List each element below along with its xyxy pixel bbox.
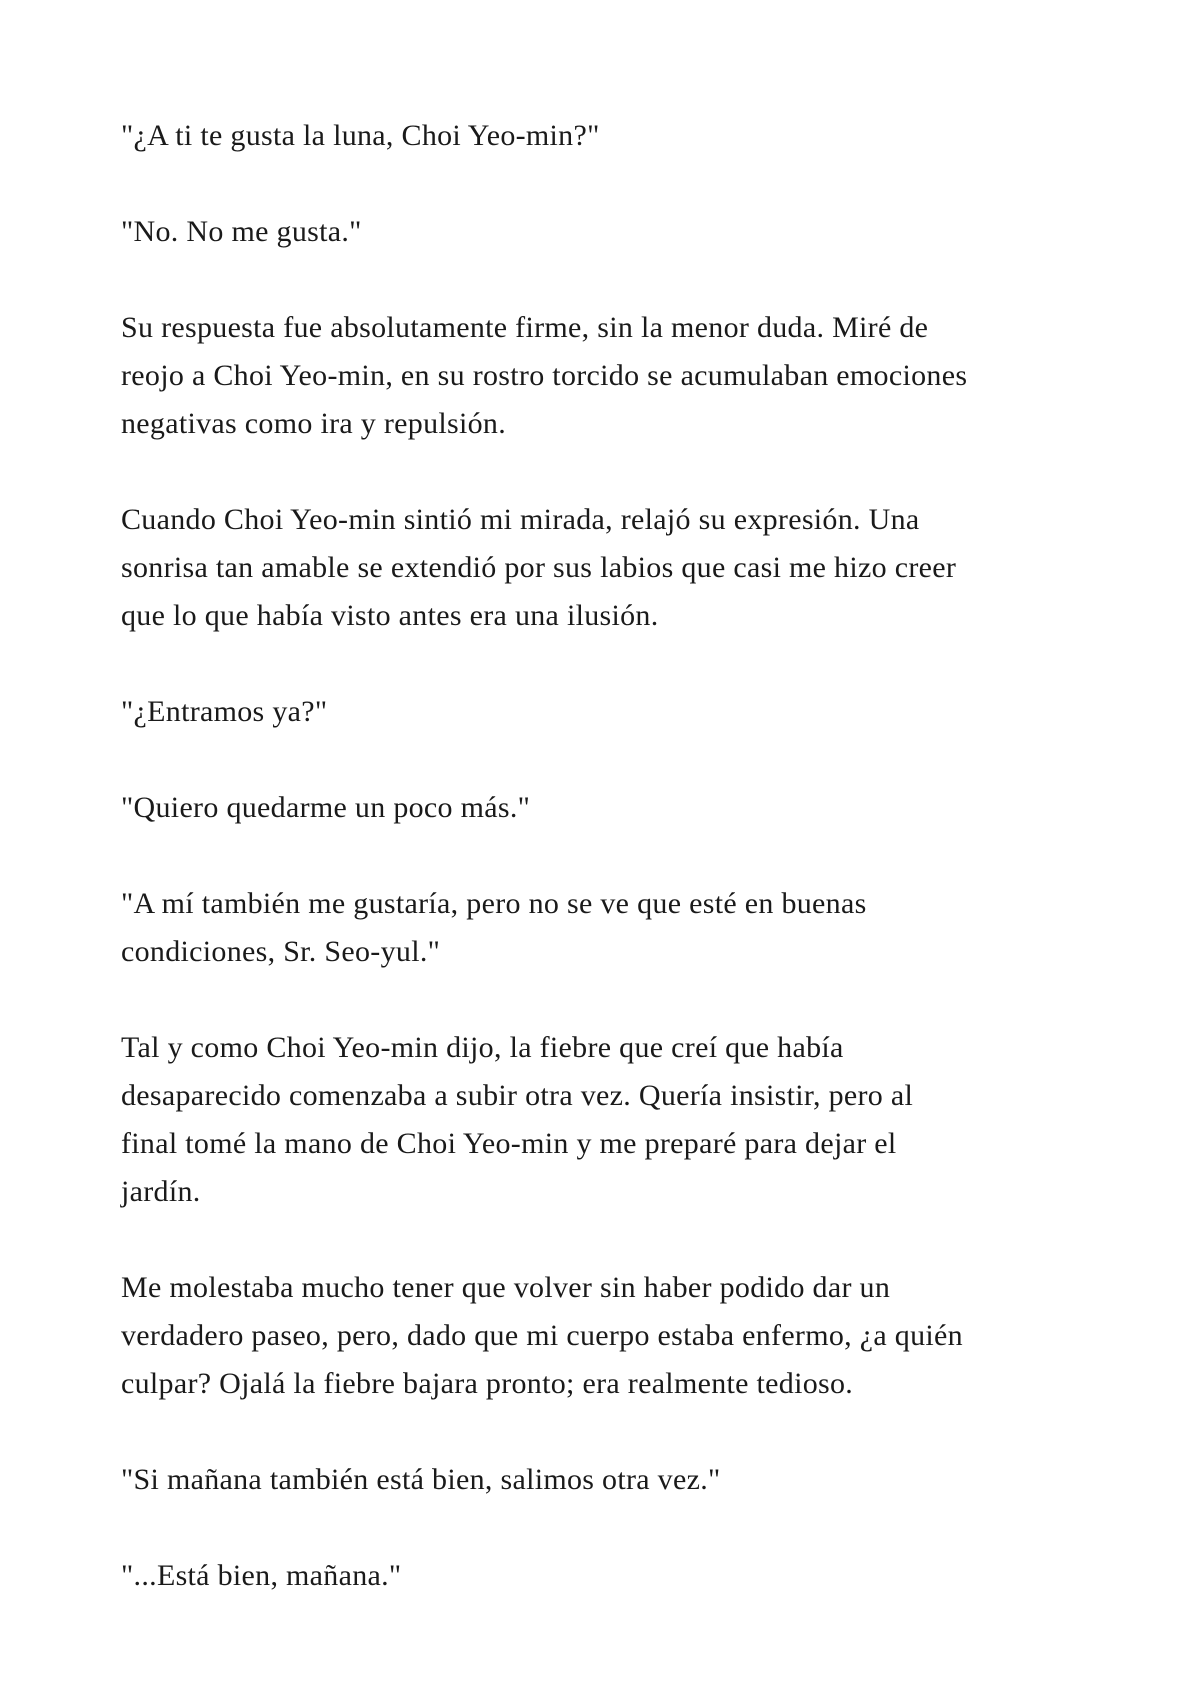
- paragraph: [121, 208, 1200, 256]
- paragraph: [121, 1456, 1200, 1504]
- paragraph: [121, 688, 1200, 736]
- text-line: negativas como ira y repulsión.: [121, 407, 507, 440]
- text-line: "¿Entramos ya?": [121, 695, 328, 728]
- paragraph: [121, 880, 1200, 976]
- text-line: desaparecido comenzaba a subir otra vez. Quería insistir, pero al: [121, 1079, 914, 1112]
- text-line: Tal y como Choi Yeo-min dijo, la fiebre que creí que había: [121, 1031, 844, 1064]
- text-line: Su respuesta fue absolutamente firme, sin la menor duda. Miré de: [121, 311, 929, 344]
- text-line: "No. No me gusta.": [121, 215, 362, 248]
- text-line: reojo a Choi Yeo-min, en su rostro torcido se acumulaban emociones: [121, 359, 968, 392]
- paragraph: [121, 1552, 1200, 1600]
- text-line: "Si mañana también está bien, salimos otra vez.": [121, 1463, 721, 1496]
- text-line: "...Está bien, mañana.": [121, 1559, 402, 1592]
- text-line: sonrisa tan amable se extendió por sus labios que casi me hizo creer: [121, 551, 957, 584]
- text-line: jardín.: [121, 1175, 201, 1208]
- text-line: "Quiero quedarme un poco más.": [121, 791, 531, 824]
- paragraph: [121, 1264, 1200, 1408]
- paragraph: [121, 1024, 1200, 1216]
- text-line: que lo que había visto antes era una ilusión.: [121, 599, 659, 632]
- paragraph: [121, 112, 1200, 160]
- paragraph: [121, 304, 1200, 448]
- text-line: culpar? Ojalá la fiebre bajara pronto; era realmente tedioso.: [121, 1367, 854, 1400]
- text-line: final tomé la mano de Choi Yeo-min y me preparé para dejar el: [121, 1127, 897, 1160]
- paragraph: [121, 496, 1200, 640]
- text-line: "A mí también me gustaría, pero no se ve que esté en buenas: [121, 887, 867, 920]
- text-line: Me molestaba mucho tener que volver sin haber podido dar un: [121, 1271, 891, 1304]
- text-line: verdadero paseo, pero, dado que mi cuerpo estaba enfermo, ¿a quién: [121, 1319, 963, 1352]
- text-line: "¿A ti te gusta la luna, Choi Yeo-min?": [121, 119, 600, 152]
- paragraph: [121, 784, 1200, 832]
- text-line: Cuando Choi Yeo-min sintió mi mirada, relajó su expresión. Una: [121, 503, 920, 536]
- text-line: condiciones, Sr. Seo-yul.": [121, 935, 441, 968]
